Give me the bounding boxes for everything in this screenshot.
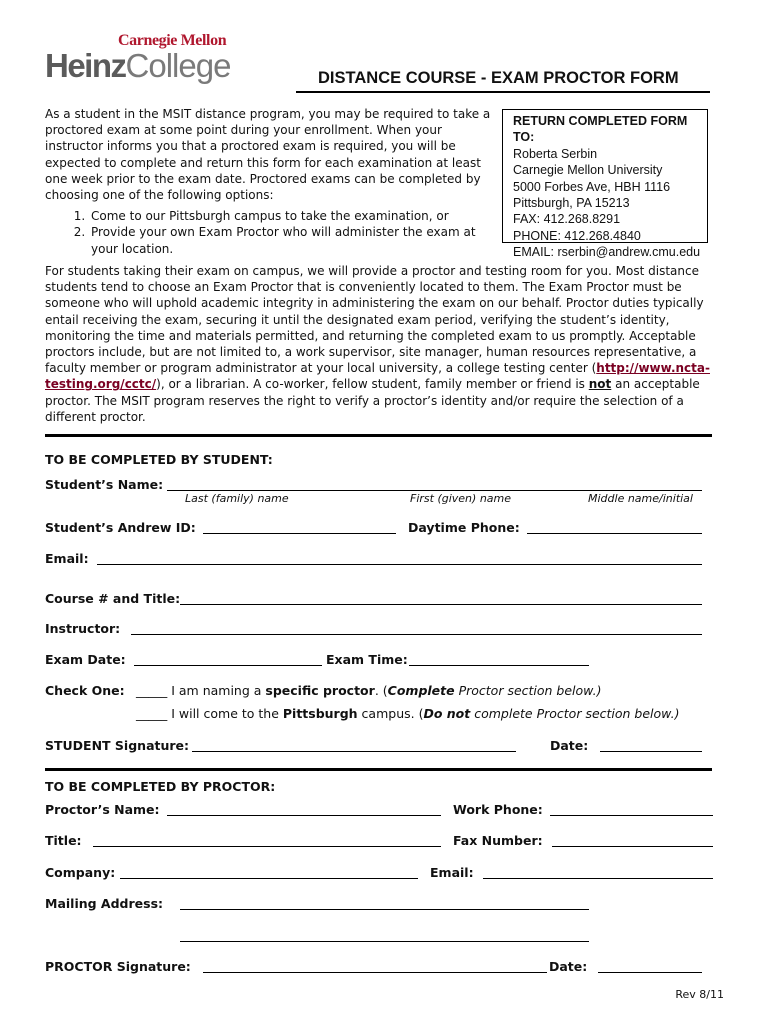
return-fax: FAX: 412.268.8291 bbox=[513, 212, 621, 227]
section-divider bbox=[45, 768, 712, 771]
company-field[interactable] bbox=[120, 878, 418, 879]
policy-text-1: For students taking their exam on campus, we will provide a proctor and testing room for you. Most distance students tend to choose an Exam Proctor that is conveniently located to them. The Exam Proctor must be someone who will uphold academic integrity in administering the exam on our behalf. Proctor duties typically entail receiving the exam, securing it until the designated exam period, verifying the student’s identity, monitoring the time and materials permitted, and returning the completed exam to us promptly. Acceptable proctors include, but are not limited to, a work supervisor, site manager, human resources representative, a faculty member or program administrator at your local university, a college testing center ( bbox=[45, 264, 704, 376]
options-list bbox=[45, 208, 495, 257]
revision-label: Rev 8/11 bbox=[675, 988, 724, 1001]
student-section-heading: TO BE COMPLETED BY STUDENT: bbox=[45, 452, 273, 467]
student-email-field[interactable] bbox=[97, 564, 702, 565]
proctor-signature-label: PROCTOR Signature: bbox=[45, 959, 191, 974]
option-em-bold: Complete bbox=[387, 683, 455, 698]
instructor-label: Instructor: bbox=[45, 621, 121, 636]
option-bold: specific proctor bbox=[265, 683, 375, 698]
not-emphasis: not bbox=[588, 377, 612, 392]
work-phone-label: Work Phone: bbox=[453, 802, 543, 817]
proctor-signature-field[interactable] bbox=[203, 972, 547, 973]
check-option-proctor[interactable] bbox=[136, 683, 601, 698]
proctor-policy-paragraph bbox=[45, 263, 715, 425]
intro-section bbox=[45, 106, 495, 257]
check-one-label: Check One: bbox=[45, 683, 125, 698]
proctor-email-label: Email: bbox=[430, 865, 474, 880]
policy-text-3: an acceptable proctor. The MSIT program reserves the right to verify a proctor’s identity and/or require the selection of a different proctor. bbox=[45, 377, 700, 424]
proctor-name-label: Proctor’s Name: bbox=[45, 802, 160, 817]
proctor-title-field[interactable] bbox=[93, 846, 441, 847]
andrew-id-field[interactable] bbox=[203, 533, 396, 534]
option-em-bold: Do not bbox=[423, 706, 471, 721]
exam-date-label: Exam Date: bbox=[45, 652, 126, 667]
option-item: 1. Come to our Pittsburgh campus to take the examination, or bbox=[89, 208, 495, 224]
intro-text: As a student in the MSIT distance program, you may be required to take a proctored exam at some point during your enrollment. When your instructor informs you that a proctored exam is required, you will be expected to complete and return this form for each examination at least one week prior to the exam date. Proctored exams can be completed by choosing one of the following options: bbox=[45, 107, 491, 203]
carnegie-mellon-logo-text: Carnegie Mellon bbox=[118, 32, 227, 49]
mailing-address-field-2[interactable] bbox=[180, 941, 589, 942]
option-text: I will come to the bbox=[167, 706, 283, 721]
proctor-name-field[interactable] bbox=[167, 815, 441, 816]
proctor-date-label: Date: bbox=[549, 959, 588, 974]
student-signature-field[interactable] bbox=[192, 751, 516, 752]
option-blank[interactable]: _____ bbox=[136, 706, 168, 721]
option-bold: Pittsburgh bbox=[282, 706, 358, 721]
first-name-caption: First (given) name bbox=[410, 492, 512, 505]
return-name: Roberta Serbin bbox=[513, 146, 598, 161]
company-label: Company: bbox=[45, 865, 116, 880]
student-name-label: Student’s Name: bbox=[45, 477, 164, 492]
andrew-id-label: Student’s Andrew ID: bbox=[45, 520, 196, 535]
title-divider bbox=[296, 91, 710, 93]
student-date-field[interactable] bbox=[600, 751, 702, 752]
proctor-date-field[interactable] bbox=[598, 972, 702, 973]
middle-name-caption: Middle name/initial bbox=[588, 492, 693, 505]
logo-heinz-word: Heinz bbox=[45, 47, 126, 84]
return-phone: PHONE: 412.268.4840 bbox=[513, 228, 641, 243]
fax-number-field[interactable] bbox=[552, 846, 713, 847]
proctor-email-field[interactable] bbox=[483, 878, 713, 879]
return-email: EMAIL: rserbin@andrew.cmu.edu bbox=[513, 245, 701, 260]
option-item: 2. Provide your own Exam Proctor who will administer the exam at your location. bbox=[89, 224, 495, 256]
daytime-phone-label: Daytime Phone: bbox=[408, 520, 520, 535]
form-title: DISTANCE COURSE - EXAM PROCTOR FORM bbox=[318, 69, 679, 87]
option-text: campus. ( bbox=[357, 706, 424, 721]
heinz-college-logo bbox=[45, 48, 230, 84]
fax-number-label: Fax Number: bbox=[453, 833, 543, 848]
student-name-field[interactable] bbox=[167, 490, 702, 491]
policy-text-2: ), or a librarian. A co-worker, fellow student, family member or friend is bbox=[156, 377, 589, 392]
student-email-label: Email: bbox=[45, 551, 89, 566]
work-phone-field[interactable] bbox=[550, 815, 713, 816]
exam-time-label: Exam Time: bbox=[326, 652, 408, 667]
return-address-box bbox=[502, 109, 708, 260]
option-em: Proctor section below.) bbox=[454, 683, 602, 698]
exam-date-field[interactable] bbox=[134, 665, 322, 666]
return-address-line1: 5000 Forbes Ave, HBH 1116 bbox=[513, 179, 671, 194]
return-heading: RETURN COMPLETED FORM TO: bbox=[513, 114, 688, 145]
mailing-address-field-1[interactable] bbox=[180, 909, 589, 910]
daytime-phone-field[interactable] bbox=[527, 533, 702, 534]
proctor-title-label: Title: bbox=[45, 833, 82, 848]
option-text: . ( bbox=[374, 683, 388, 698]
option-blank[interactable]: _____ bbox=[136, 683, 168, 698]
check-option-campus[interactable] bbox=[136, 706, 679, 721]
logo-college-word: College bbox=[125, 47, 231, 84]
student-date-label: Date: bbox=[550, 738, 589, 753]
course-label: Course # and Title: bbox=[45, 591, 181, 606]
return-org: Carnegie Mellon University bbox=[513, 163, 663, 178]
student-signature-label: STUDENT Signature: bbox=[45, 738, 190, 753]
option-em: complete Proctor section below.) bbox=[470, 706, 680, 721]
option-text: I am naming a bbox=[167, 683, 266, 698]
section-divider bbox=[45, 434, 712, 437]
instructor-field[interactable] bbox=[131, 634, 702, 635]
testing-center-link[interactable]: http://www.ncta-testing.org/cctc/ bbox=[45, 361, 710, 392]
course-field[interactable] bbox=[180, 604, 702, 605]
exam-time-field[interactable] bbox=[409, 665, 589, 666]
last-name-caption: Last (family) name bbox=[185, 492, 289, 505]
proctor-section-heading: TO BE COMPLETED BY PROCTOR: bbox=[45, 779, 276, 794]
mailing-address-label: Mailing Address: bbox=[45, 896, 164, 911]
return-address-line2: Pittsburgh, PA 15213 bbox=[513, 196, 630, 211]
